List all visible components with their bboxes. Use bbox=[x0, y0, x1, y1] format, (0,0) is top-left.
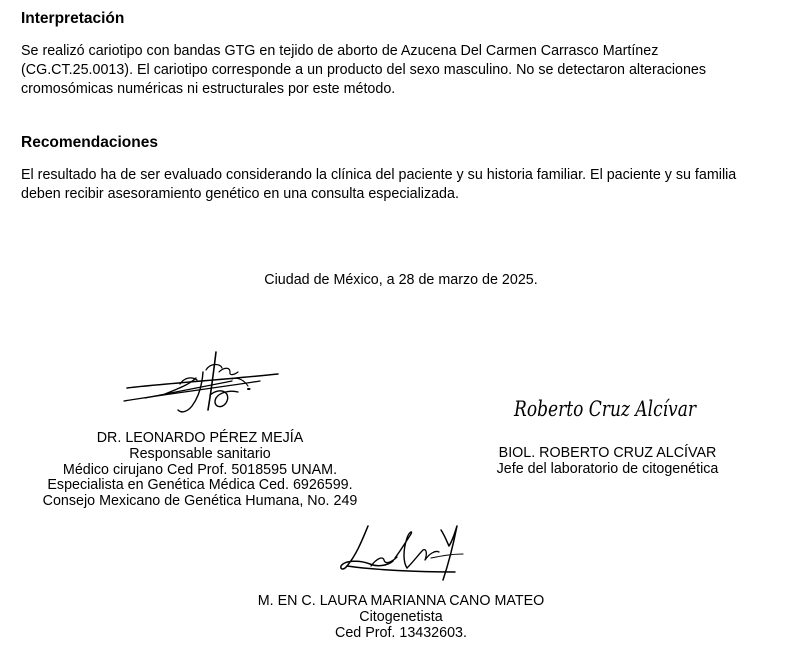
signatory-role: Responsable sanitario bbox=[129, 445, 271, 462]
signatory-credential: Médico cirujano Ced Prof. 5018595 UNAM. bbox=[62, 461, 338, 478]
svg-text:Roberto Cruz Alcívar: Roberto Cruz Alcívar bbox=[513, 397, 698, 421]
signatory-name: BIOL. ROBERTO CRUZ ALCÍVAR bbox=[498, 445, 717, 461]
signatory-role: Citogenetista bbox=[359, 608, 443, 625]
signatory-name: DR. LEONARDO PÉREZ MEJÍA bbox=[96, 430, 304, 446]
signatory-role: Jefe del laboratorio de citogenética bbox=[496, 460, 719, 477]
interpretation-line-3: cromosómicas numéricas ni estructurales por este método. bbox=[21, 81, 396, 97]
signatory-cano-mateo bbox=[210, 594, 592, 641]
signatory-credential: Consejo Mexicano de Genética Humana, No. 249 bbox=[42, 493, 358, 510]
interpretation-heading: Interpretación bbox=[21, 10, 125, 27]
signatory-credential: Especialista en Genética Médica Ced. 6926599. bbox=[47, 477, 353, 494]
recommendations-heading: Recomendaciones bbox=[21, 134, 158, 151]
signatory-credential: Ced Prof. 13432603. bbox=[335, 624, 467, 641]
recommendations-line-2: deben recibir asesoramiento genético en una consulta especializada. bbox=[21, 186, 459, 202]
signatory-cruz-alcivar bbox=[470, 446, 745, 478]
interpretation-line-2: (CG.CT.25.0013). El cariotipo corresponde a un producto del sexo masculino. No se detectaron alteraciones bbox=[21, 62, 707, 78]
signature-cruz-alcivar bbox=[510, 388, 710, 432]
signatory-name: M. EN C. LAURA MARIANNA CANO MATEO bbox=[257, 593, 545, 609]
signature-perez-mejia bbox=[120, 348, 290, 418]
place-and-date: Ciudad de México, a 28 de marzo de 2025. bbox=[264, 272, 538, 288]
recommendations-line-1: El resultado ha de ser evaluado considerando la clínica del paciente y su historia familiar. El paciente y su familia bbox=[21, 167, 737, 183]
signatory-perez-mejia bbox=[20, 431, 380, 510]
signature-cano-mateo bbox=[335, 522, 475, 587]
interpretation-line-1: Se realizó cariotipo con bandas GTG en tejido de aborto de Azucena Del Carmen Carrasco Martínez bbox=[21, 43, 659, 59]
